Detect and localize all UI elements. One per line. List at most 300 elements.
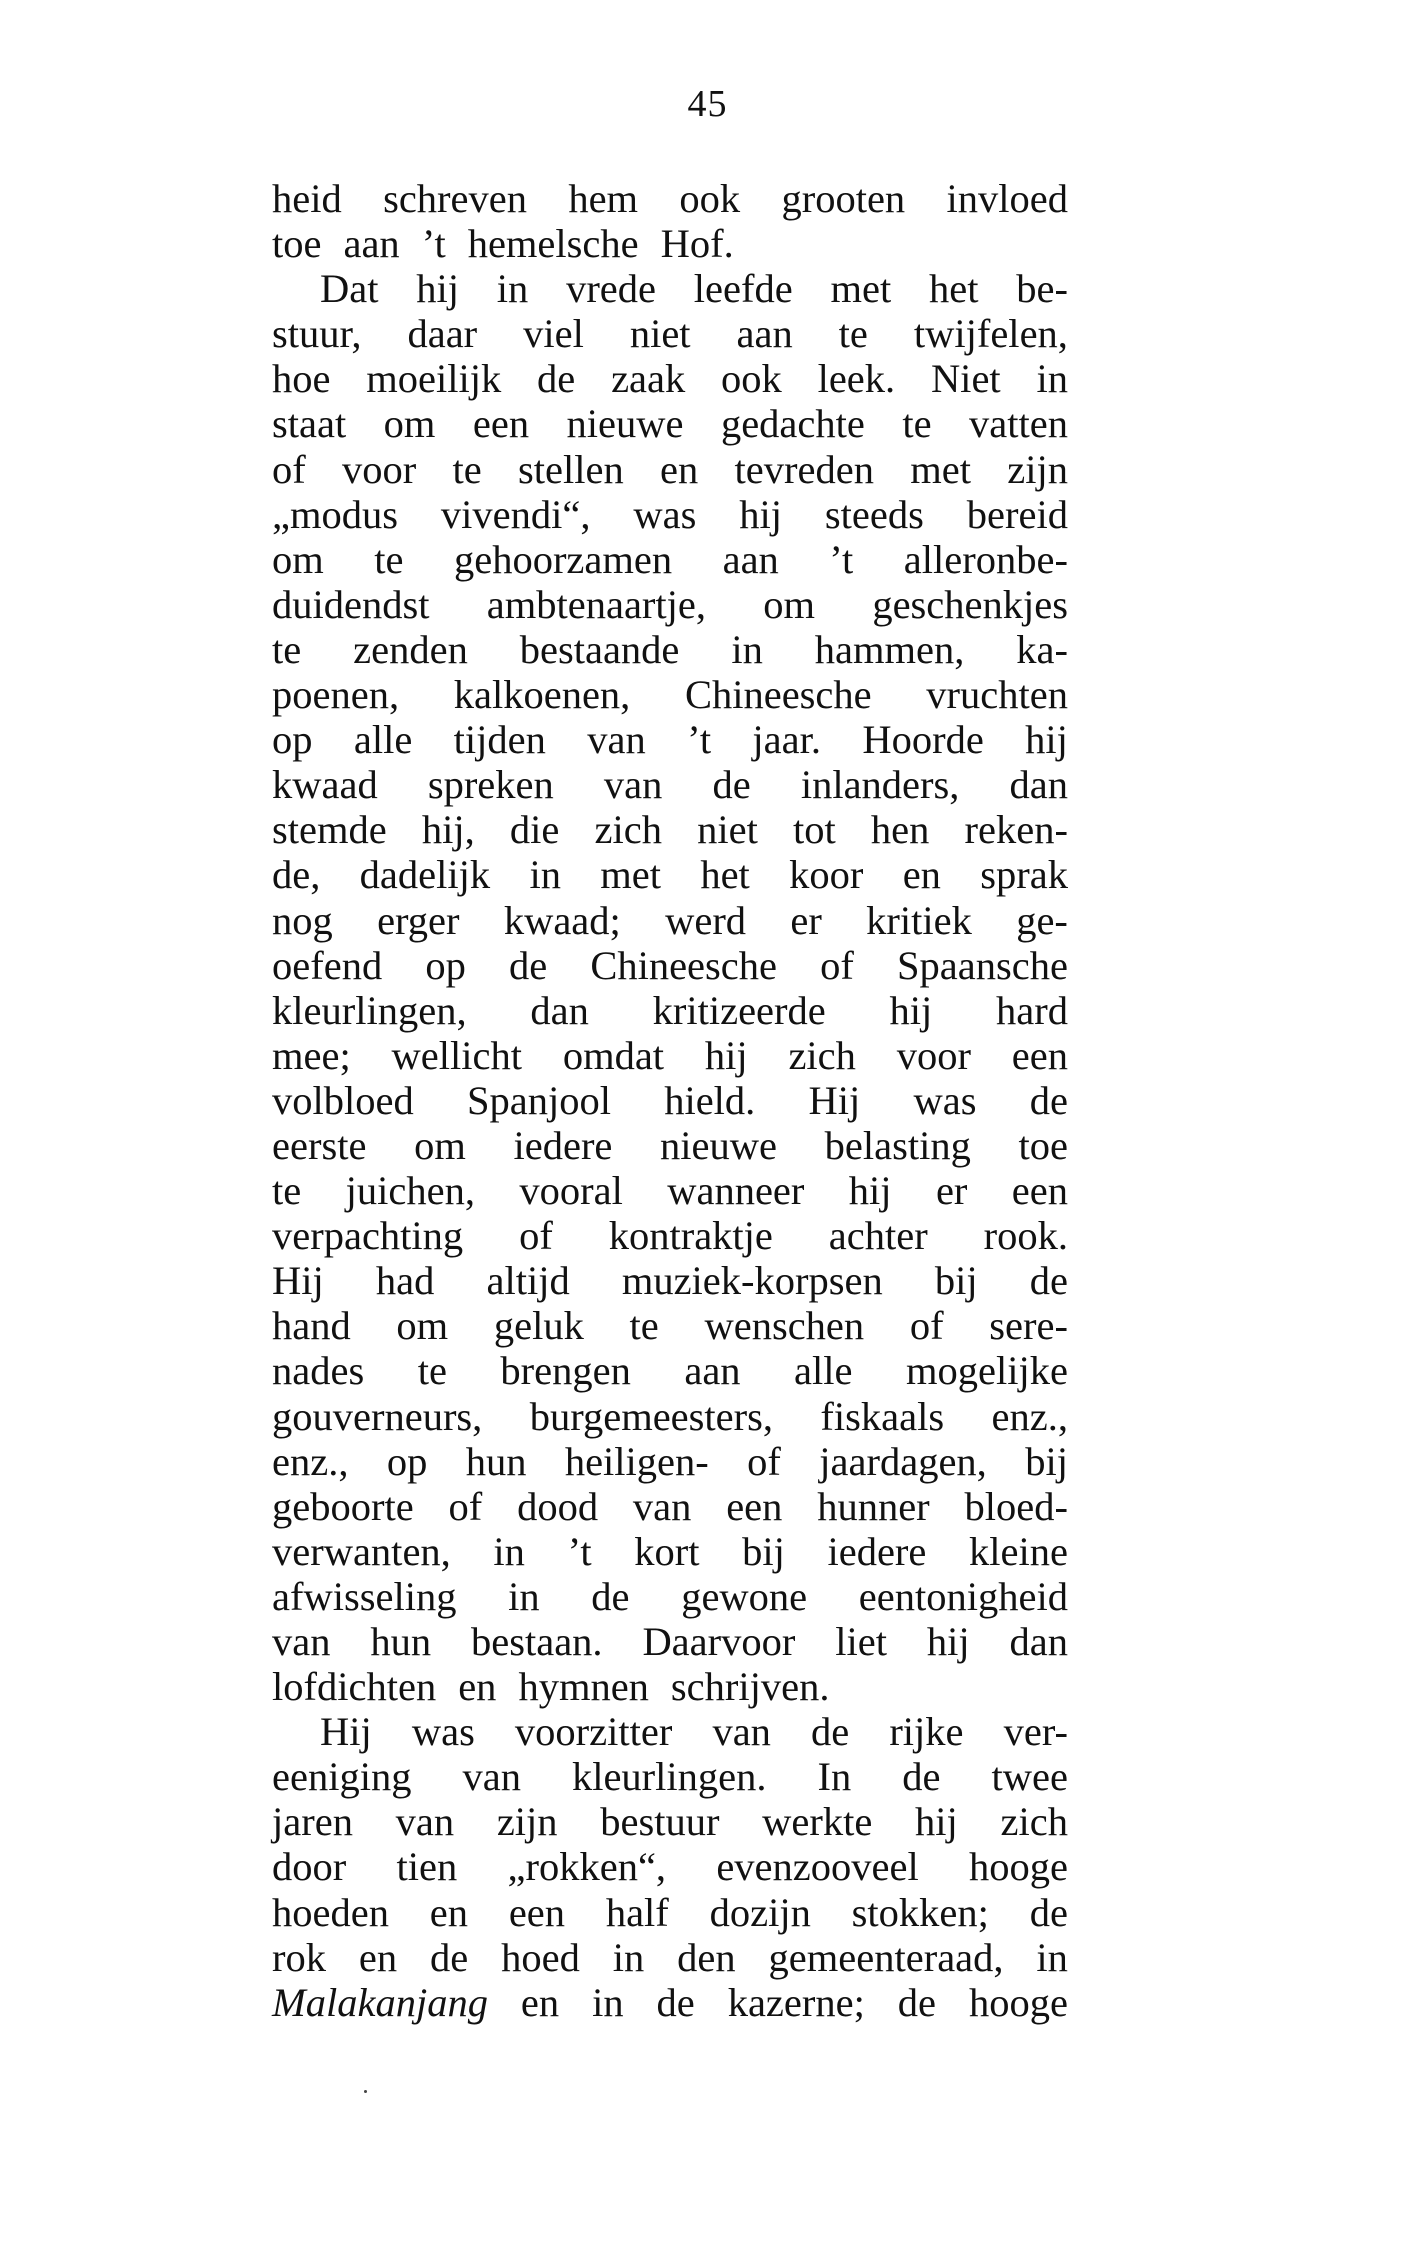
word: in [493,1528,525,1574]
word: in [496,266,529,312]
word: of [519,1213,553,1259]
word: kwaad [272,762,378,808]
word: of [820,942,854,988]
word: hij, [421,807,475,853]
word: de [712,762,751,808]
word: ’t [567,1528,592,1574]
word: hen [870,807,930,853]
word: mee; [272,1032,351,1078]
word: toe [272,221,322,267]
word: ’t [829,536,854,582]
word: en [660,446,699,492]
word: invloed [946,176,1068,221]
text-line [272,1168,1068,1213]
word: hij [915,1799,958,1845]
word: lofdichten [272,1664,437,1710]
word: stellen [518,446,624,492]
word: reken- [964,807,1068,853]
text-line [272,1890,1068,1935]
word: kleine [969,1528,1068,1574]
text-line [272,1258,1068,1303]
word: stuur, [272,311,362,357]
word: aan [343,221,400,267]
word: vruchten [926,672,1068,718]
word: te [838,311,868,357]
word: iedere [513,1122,613,1168]
word: ambtenaartje, [486,581,707,627]
word: staat [272,401,347,447]
text-line [272,1799,1068,1844]
word: hij [848,1168,892,1214]
word: sprak [980,852,1068,898]
word: een [472,401,530,447]
text-line [272,401,1068,446]
word: van [462,1754,521,1800]
word: twee [991,1754,1068,1800]
text-line [272,898,1068,943]
word: ver- [1003,1709,1068,1755]
word: kontraktje [608,1213,773,1259]
word: en [458,1664,497,1710]
word: was [913,1077,977,1123]
text-line [272,762,1068,807]
word: ook [679,176,741,221]
word: in [529,852,561,898]
word: bij [934,1258,978,1304]
word: eentonigheid [858,1573,1068,1619]
word: verwanten, [272,1528,451,1574]
word: Hij [320,1709,372,1755]
word: afwisseling [272,1573,457,1619]
word: voorzitter [514,1709,673,1755]
word: in [508,1573,540,1619]
word: liet [835,1619,887,1664]
word: te [272,1168,302,1214]
word: nog [272,897,333,943]
word: zich [594,807,662,853]
word: leefde [693,266,793,312]
word: kort [634,1528,700,1574]
word: hoed [501,1934,580,1980]
text-line [272,1213,1068,1258]
word: hoeden [272,1889,389,1935]
word: hammen, [814,626,965,672]
word: geboorte [272,1483,414,1529]
word: zenden [353,626,468,672]
word: Hij [808,1077,861,1123]
word: of [448,1483,483,1529]
word: jaren [272,1799,353,1845]
word: enz., [991,1393,1068,1439]
word: er [790,897,822,943]
word: hand [272,1303,351,1349]
word: schrijven. [670,1664,830,1710]
text-line [272,176,1068,221]
word: rijke [889,1709,964,1755]
word: de [897,1979,937,2025]
word: gehoorzamen [453,536,673,582]
text-line [272,717,1068,762]
word: om [272,536,324,582]
word: bij [742,1528,785,1574]
word: hemelsche [467,221,639,267]
word: een [1011,1168,1068,1214]
word: hij [704,1032,748,1078]
word: aan [722,536,779,582]
word: tevreden [734,446,874,492]
word: omdat [562,1032,665,1078]
word: de [902,1754,941,1800]
word: dadelijk [359,852,491,898]
word: dan [1009,762,1068,808]
word: gewone [681,1573,808,1619]
word: verpachting [272,1213,464,1259]
body-text [272,176,1068,2025]
word: nieuwe [566,401,684,447]
word: om [763,581,816,627]
text-line [272,582,1068,627]
word: en [429,1889,468,1935]
word: ka- [1016,626,1068,672]
word: of [747,1438,781,1484]
word: dozijn [709,1889,811,1935]
word: de [537,356,576,402]
word: tien [396,1844,458,1890]
word: heid [272,176,342,221]
word: dood [517,1483,599,1529]
word: ook [721,356,782,402]
word: Niet [930,356,1001,402]
word: een [508,1889,566,1935]
word: om [414,1122,466,1168]
word: kritiek [866,897,972,943]
word: hooge [968,1844,1068,1890]
word: hoe [272,356,331,402]
word: enz., [272,1438,349,1484]
text-line [272,988,1068,1033]
word: Spanjool [466,1077,611,1123]
word: rok [272,1934,326,1980]
word: heiligen- [564,1438,709,1484]
word: hunner [817,1483,930,1529]
text-line [272,1980,1068,2025]
word: be- [1016,266,1068,312]
word: een [1011,1032,1068,1078]
word: Hoorde [862,717,984,763]
text-line [272,1844,1068,1889]
word: te [452,446,482,492]
word: Hof. [660,221,734,267]
word: gouverneurs, [272,1393,483,1439]
word: een [726,1483,783,1529]
word: wellicht [391,1032,522,1078]
word: hij [1025,717,1068,763]
word: de [508,942,548,988]
word: het [700,852,750,898]
word: hun [465,1438,527,1484]
word: door [272,1844,347,1890]
word: geschenkjes [872,581,1068,627]
text-line [272,1484,1068,1529]
word: twijfelen, [913,311,1068,357]
word: jaardagen, [819,1438,987,1484]
word: alle [353,717,413,763]
word: zijn [1007,446,1068,492]
word: ’t [421,221,446,267]
word: werd [665,897,747,943]
word: te [272,626,302,672]
word: dan [1009,1619,1068,1664]
text-line [272,1619,1068,1664]
word: van [603,762,663,808]
word: „rokken“, [507,1844,667,1890]
word: of [909,1303,944,1349]
word: kazerne; [727,1979,865,2025]
word: brengen [500,1348,631,1394]
word: bestaande [519,626,680,672]
word: bestaan. [470,1619,603,1664]
word: in [612,1934,645,1980]
text-line [272,1078,1068,1123]
word: om [383,401,436,447]
word: de [1029,1077,1068,1123]
word: aan [736,311,793,357]
word: zich [788,1032,856,1078]
word: te [417,1348,447,1394]
word: zijn [496,1799,558,1845]
text-line [272,1439,1068,1484]
word: volbloed [272,1077,414,1123]
word: den [677,1934,736,1980]
word: bloed- [964,1483,1068,1529]
text-line [272,627,1068,672]
word: en [358,1934,398,1980]
word: In [817,1754,852,1800]
word: van [395,1799,455,1845]
text-line [272,1303,1068,1348]
page-number: 45 [687,83,728,125]
word: achter [828,1213,928,1259]
word: steeds [824,491,924,537]
word: erger [377,897,460,943]
word: voor [896,1032,971,1078]
text-line [272,447,1068,492]
word: stokken; [851,1889,989,1935]
word: zich [1000,1799,1068,1845]
word: met [910,446,971,492]
word: ’t [687,717,712,763]
word: hij [739,491,783,537]
word: hem [568,176,639,221]
word: was [411,1709,475,1755]
word: fiskaals [820,1393,945,1439]
word: wenschen [704,1303,865,1349]
word: voor [342,446,417,492]
word: in [1036,356,1068,402]
word: stemde [272,807,387,853]
word: aan [684,1348,741,1394]
word: grooten [781,176,906,221]
word: Daarvoor [642,1619,796,1664]
word: poenen, [272,672,400,718]
word: kleurlingen, [272,987,467,1033]
word: belasting [824,1122,971,1168]
word: rook. [983,1213,1068,1259]
word: niet [629,311,691,357]
word: bij [1025,1438,1068,1484]
word: jaar. [752,717,822,763]
word: kritizeerde [652,987,826,1033]
word: burgemeesters, [529,1393,774,1439]
word: iedere [827,1528,927,1574]
word: leek. [817,356,896,402]
word: die [509,807,560,853]
word: vrede [566,266,657,312]
text-line [272,1754,1068,1799]
word: op [425,942,466,988]
word: van [632,1483,692,1529]
text-line [272,807,1068,852]
word: schreven [383,176,527,221]
word: vivendi“, [440,491,591,537]
word: nades [272,1348,365,1394]
text-line [272,1348,1068,1393]
text-line [272,672,1068,717]
text-line [272,943,1068,988]
text-line [272,1123,1068,1168]
word: de [1029,1889,1068,1935]
word: te [902,401,932,447]
word: de [591,1573,630,1619]
word: hield. [664,1077,756,1123]
word: met [830,266,892,312]
word: de [656,1979,695,2025]
word: het [928,266,979,312]
word: dan [530,987,589,1033]
word: hij [926,1619,970,1664]
word: duidendst [272,581,430,627]
word: kalkoenen, [453,672,631,718]
word: half [605,1889,669,1935]
word: eeniging [272,1754,412,1800]
text-line [272,492,1068,537]
word: evenzooveel [716,1844,919,1890]
word: of [272,446,306,492]
text-line [272,1033,1068,1078]
word: vooral [519,1168,623,1214]
word: viel [523,311,584,357]
text-line [272,356,1068,401]
word: hard [996,987,1068,1033]
word: moeilijk [366,356,502,402]
word: Dat [320,266,379,312]
word: tijden [453,717,546,763]
text-line [272,1574,1068,1619]
word: op [386,1438,428,1484]
word: ge- [1016,897,1068,943]
text-line [272,311,1068,356]
word: altijd [486,1258,570,1304]
word: om [396,1303,449,1349]
word: „modus [272,491,398,537]
word: de, [272,852,321,898]
word: van [587,717,646,763]
text-line [272,221,1068,266]
word: bestuur [600,1799,720,1845]
text-line [272,537,1068,582]
word: van [712,1709,771,1755]
paper-speck [364,2090,367,2093]
word: gedachte [720,401,865,447]
text-line [272,1935,1068,1980]
word: en [520,1979,560,2025]
word: juichen, [345,1168,475,1214]
word: tot [793,807,836,853]
word: te [629,1303,659,1349]
word: kleurlingen. [571,1754,767,1800]
word: spreken [427,762,554,808]
word: alle [794,1348,853,1394]
word: daar [407,311,478,357]
text-line [272,852,1068,897]
word: hij [416,266,460,312]
word: bereid [966,491,1068,537]
word: kwaad; [503,897,621,943]
word: in [731,626,763,672]
word: de [1029,1258,1068,1304]
word: koor [789,852,864,898]
text-line [272,1394,1068,1439]
word: in [1036,1934,1068,1980]
word: mogelijke [906,1348,1068,1394]
word: Chineesche [684,672,872,718]
word: alleronbe- [903,536,1068,582]
word: Malakanjang [272,1979,488,2025]
word: was [633,491,697,537]
word: gemeenteraad, [768,1934,1004,1980]
word: Chineesche [590,942,777,988]
word: hymnen [518,1664,649,1710]
word: met [600,852,662,898]
word: geluk [493,1303,584,1349]
word: zaak [611,356,686,402]
text-line [272,1664,1068,1709]
text-line [272,266,1068,311]
word: toe [1018,1122,1068,1168]
word: op [272,717,313,763]
word: Spaansche [897,942,1068,988]
word: de [430,1934,469,1980]
word: in [592,1979,624,2025]
word: sere- [989,1303,1068,1349]
word: hun [370,1619,432,1664]
text-line [272,1529,1068,1574]
word: muziek-korpsen [621,1258,883,1304]
word: de [811,1709,850,1755]
word: van [272,1619,331,1664]
word: vatten [969,401,1068,447]
word: oefend [272,942,383,988]
word: hij [889,987,933,1033]
word: er [935,1168,968,1214]
word: wanneer [667,1168,805,1214]
word: eerste [272,1122,367,1168]
word: inlanders, [800,762,960,808]
word: Hij [272,1258,324,1304]
word: hooge [968,1979,1068,2025]
word: werkte [762,1799,873,1845]
word: had [375,1258,435,1304]
